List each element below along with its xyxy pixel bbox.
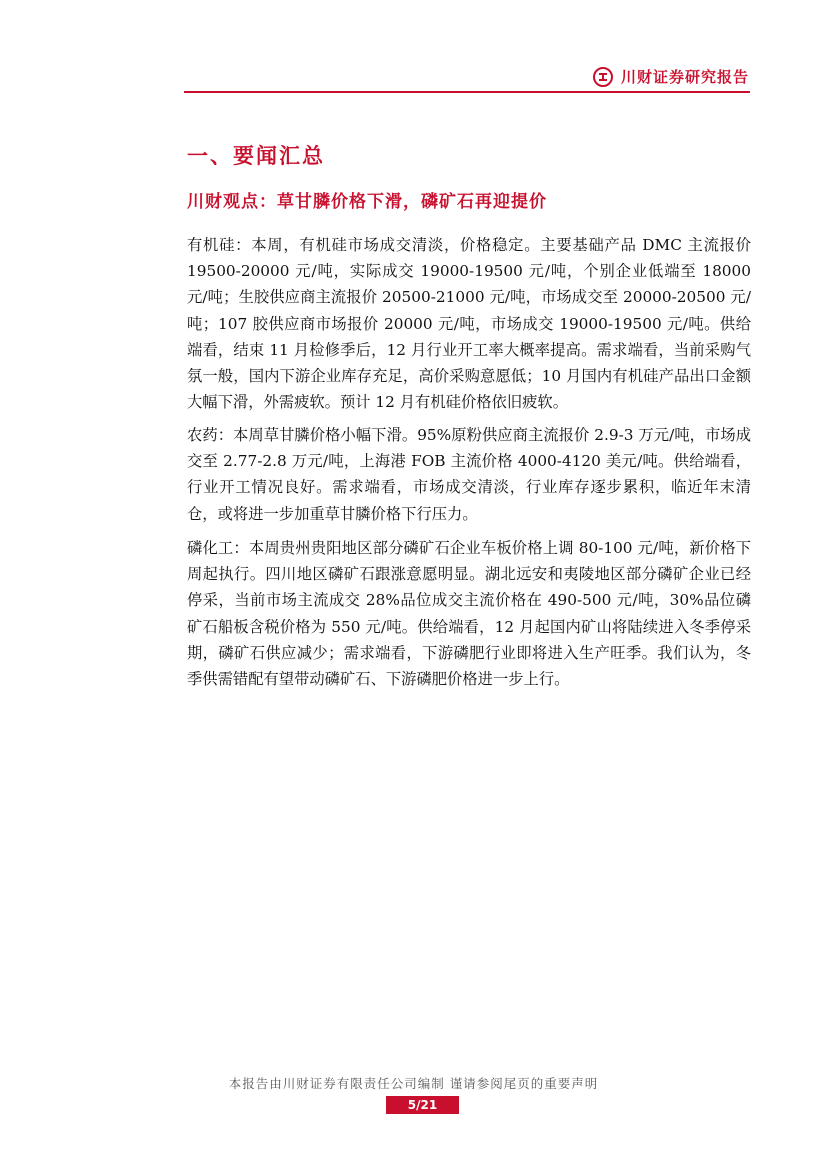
footer-disclaimer: 本报告由川财证券有限责任公司编制 谨请参阅尾页的重要声明	[228, 1076, 599, 1091]
paragraph-silicone	[187, 232, 751, 415]
brand-logo-icon	[593, 67, 613, 87]
paragraph-text: 农药：本周草甘膦价格小幅下滑。95%原粉供应商主流报价 2.9-3 万元/吨，市场成交至 2.77-2.8 万元/吨，上海港 FOB 主流价格 4000-4120 美元/吨。供给端看，行业开工情况良好。需求端看，市场成交清淡，行业库存逐步累积，临近年末清仓，或将进一步加重草甘膦价格下行压力。	[187, 426, 751, 523]
paragraph-text: 有机硅：本周，有机硅市场成交清淡，价格稳定。主要基础产品 DMC 主流报价 19500-20000 元/吨，实际成交 19000-19500 元/吨，个别企业低端至 18000 元/吨；生胶供应商主流报价 20500-21000 元/吨，市场成交至 20000-20500 元/吨；107 胶供应商市场报价 20000 元/吨，市场成交 19000-19500 元/吨。供给端看，结束 11 月检修季后，12 月行业开工率大概率提高。需求端看，当前采购气氛一般，国内下游企业库存充足，高价采购意愿低；10 月国内有机硅产品出口金额大幅下滑，外需疲软。预计 12 月有机硅价格依旧疲软。	[187, 236, 751, 412]
paragraph-pesticide	[187, 422, 751, 527]
page-number-badge: 5/21	[386, 1096, 459, 1114]
section-title: 一、要闻汇总	[187, 143, 325, 168]
brand-text: 川财证券研究报告	[620, 68, 749, 86]
viewpoint-heading: 川财观点：草甘膦价格下滑，磷矿石再迎提价	[187, 192, 547, 212]
header-divider	[184, 91, 750, 93]
paragraph-phosphorus	[187, 535, 751, 692]
header-brand	[593, 66, 749, 87]
paragraph-text: 磷化工：本周贵州贵阳地区部分磷矿石企业车板价格上调 80-100 元/吨，新价格下周起执行。四川地区磷矿石跟涨意愿明显。湖北远安和夷陵地区部分磷矿企业已经停采，当前市场主流成交 28%品位成交主流价格在 490-500 元/吨，30%品位磷矿石船板含税价格为 550 元/吨。供给端看，12 月起国内矿山将陆续进入冬季停采期，磷矿石供应减少；需求端看，下游磷肥行业即将进入生产旺季。我们认为，冬季供需错配有望带动磷矿石、下游磷肥价格进一步上行。	[187, 539, 751, 689]
